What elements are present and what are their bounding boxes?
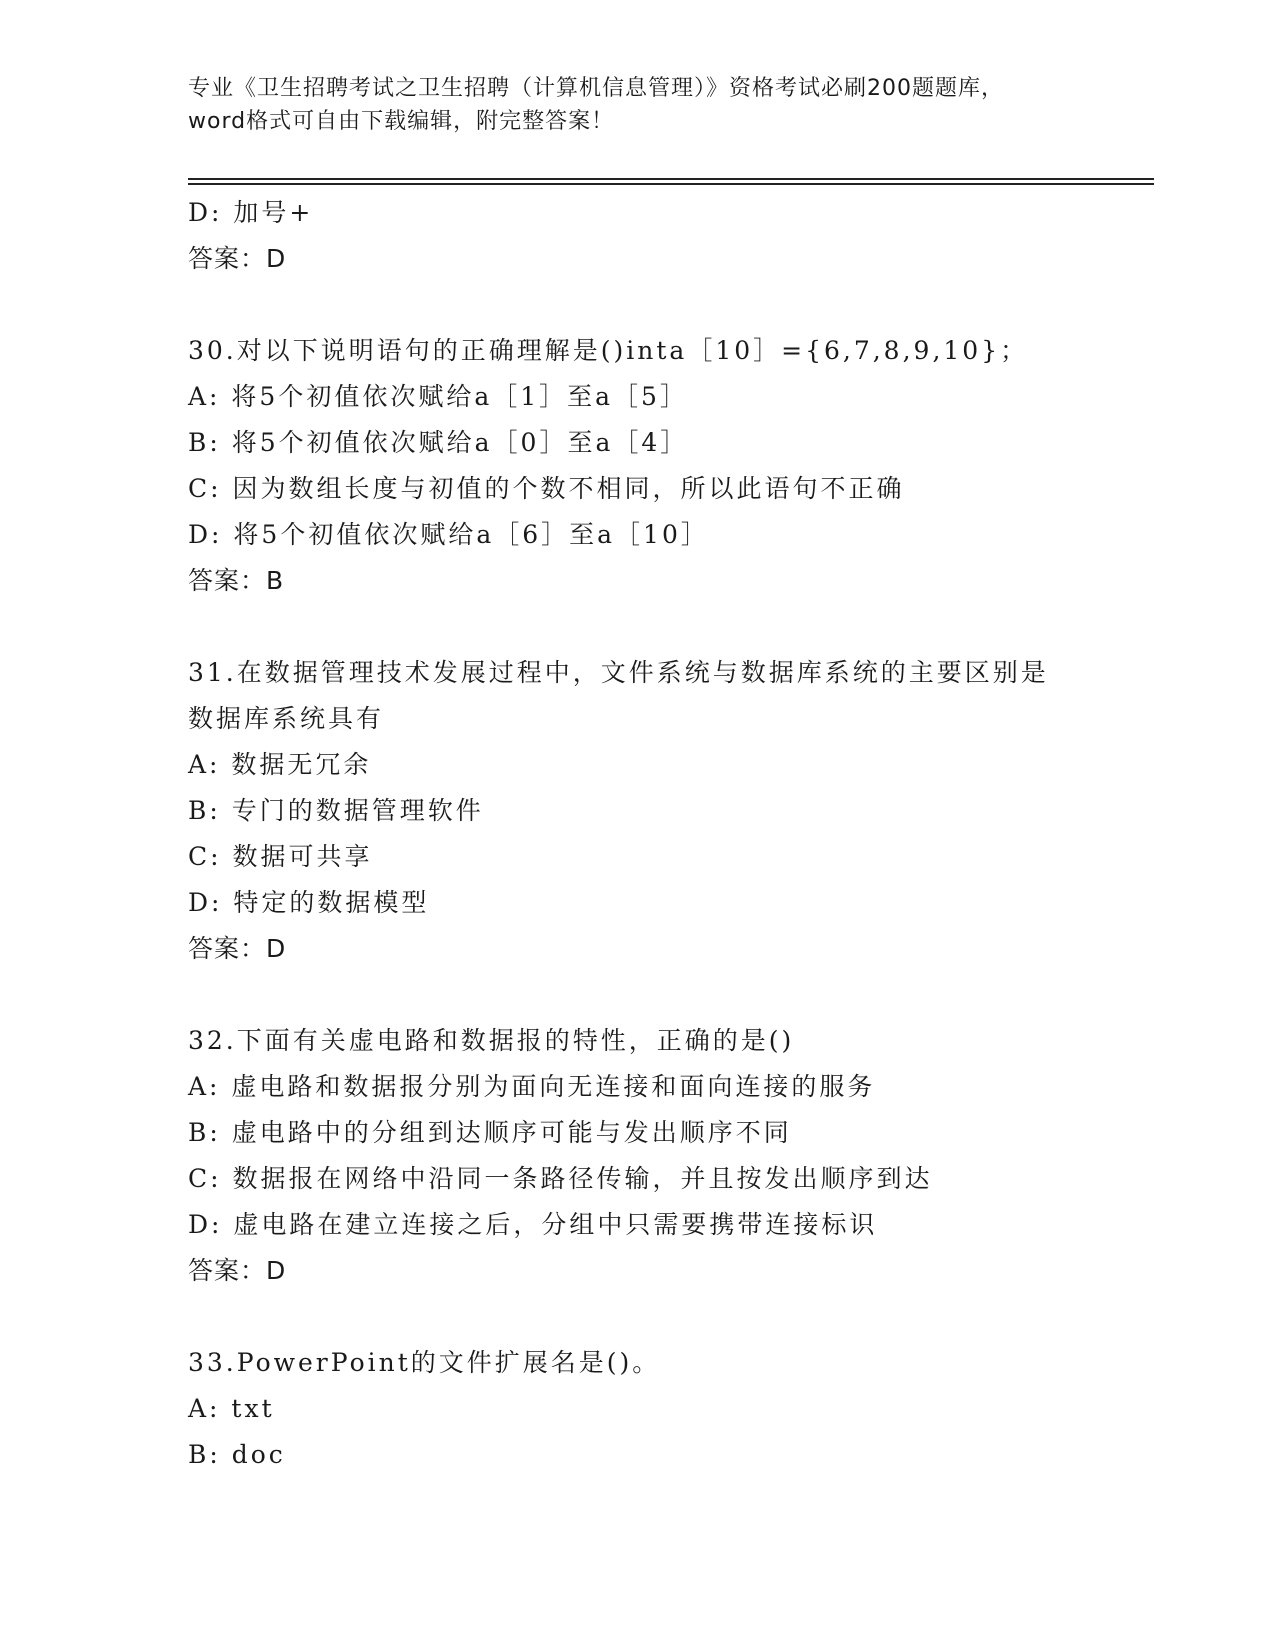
option-a: A: txt	[188, 1394, 275, 1423]
option-d: D: 加号+	[188, 198, 314, 227]
option-a: A: 数据无冗余	[188, 750, 372, 779]
question-31	[188, 650, 1088, 972]
question-30	[188, 328, 1088, 604]
header-divider-top	[188, 178, 1154, 180]
question-stem-continued: 数据库系统具有	[188, 704, 385, 733]
document-header	[188, 72, 1088, 138]
option-c: C: 数据报在网络中沿同一条路径传输，并且按发出顺序到达	[188, 1164, 933, 1193]
option-a: A: 虚电路和数据报分别为面向无连接和面向连接的服务	[188, 1072, 876, 1101]
question-stem: 32.下面有关虚电路和数据报的特性，正确的是()	[188, 1026, 795, 1055]
answer-label: 答案：D	[188, 1256, 287, 1285]
option-c: C: 因为数组长度与初值的个数不相同，所以此语句不正确	[188, 474, 905, 503]
option-a: A: 将5个初值依次赋给a［1］至a［5］	[188, 382, 688, 411]
question-stem: 30.对以下说明语句的正确理解是()inta［10］={6,7,8,9,10}；	[188, 336, 1029, 365]
question-33	[188, 1340, 1088, 1478]
option-c: C: 数据可共享	[188, 842, 373, 871]
header-title-line-1: 专业《卫生招聘考试之卫生招聘（计算机信息管理）》资格考试必刷200题题库，	[188, 76, 1004, 101]
option-b: B: 虚电路中的分组到达顺序可能与发出顺序不同	[188, 1118, 792, 1147]
option-b: B: 将5个初值依次赋给a［0］至a［4］	[188, 428, 689, 457]
question-29-tail	[188, 190, 1088, 282]
option-d: D: 虚电路在建立连接之后，分组中只需要携带连接标识	[188, 1210, 878, 1239]
option-d: D: 特定的数据模型	[188, 888, 430, 917]
option-b: B: 专门的数据管理软件	[188, 796, 484, 825]
question-stem: 31.在数据管理技术发展过程中，文件系统与数据库系统的主要区别是	[188, 658, 1049, 687]
option-b: B: doc	[188, 1440, 286, 1469]
document-body	[188, 190, 1088, 1478]
answer-label: 答案：D	[188, 244, 287, 273]
answer-label: 答案：D	[188, 934, 287, 963]
question-32	[188, 1018, 1088, 1294]
answer-label: 答案：B	[188, 566, 285, 595]
header-divider-bottom	[188, 183, 1154, 185]
header-title-line-2: word格式可自由下载编辑，附完整答案！	[188, 109, 615, 134]
question-stem: 33.PowerPoint的文件扩展名是()。	[188, 1348, 661, 1377]
option-d: D: 将5个初值依次赋给a［6］至a［10］	[188, 520, 709, 549]
